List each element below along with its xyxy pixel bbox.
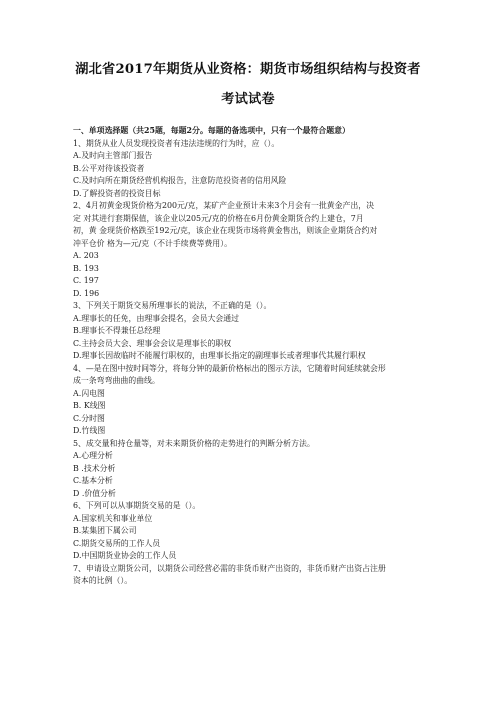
text-line: 2、4月初黄金现货价格为200元/克，某矿产企业预计未来3个月会有一批黄金产出，决 [73,201,375,210]
text-line: B.理事长不得兼任总经理 [73,326,161,335]
text-line: 定 对其进行套期保值，该企业以205元/克的价格在6月份黄金期货合约上建仓，7月 [73,213,364,223]
text-line: D.了解投资者的投资目标 [73,188,161,198]
text-line: D .价值分析 [73,488,116,498]
text-line: 4、—是在图中按时间等分，将每分钟的最新价格标出的图示方法，它随着时间延续就会形 [73,363,386,373]
text-line: 成一条弯弯曲曲的曲线。 [73,376,160,385]
text-line: D.中国期货业协会的工作人员 [73,551,177,560]
text-line: A.理事长的任免，由理事会提名，会员大会通过 [73,313,240,323]
document-subtitle: 考试试卷 [221,92,275,107]
text-line: C.主持会员大会、理事会会议是理事长的职权 [73,338,232,348]
text-line: B .技术分析 [73,463,116,473]
text-line: B.某集团下属公司 [73,526,137,535]
text-line: 7、申请设立期货公司，以期货公司经营必需的非货币财产出资的，非货币财产出资占注册 [73,563,386,573]
text-line: B. 193 [73,263,99,273]
text-line: C.分时图 [73,413,105,423]
text-line: 冲平仓价 格为—元/克（不计手续费等费用）。 [73,238,233,248]
text-line: C.期货交易所的工作人员 [73,538,161,548]
text-line: 初，黄 金现货价格跌至192元/克，该企业在现货市场将黄金售出，则该企业期货合约对 [73,226,378,235]
text-line: D.竹线图 [73,426,106,435]
text-line: A.心理分析 [73,451,113,460]
section-heading: 一、单项选择题（共25题，每题2分。每题的备选项中，只有一个最符合题意） [73,126,350,135]
text-line: 资本的比例（）。 [73,576,133,585]
text-line: 5、成交量和持仓量等，对未来期货价格的走势进行的判断分析方法。 [73,438,315,448]
text-line: C. 197 [73,276,99,285]
text-line: 6、下列可以从事期货交易的是（）。 [73,501,201,510]
text-line: A.闪电图 [73,388,105,398]
document-title: 湖北省2017年期货从业资格：期货市场组织结构与投资者 [75,62,421,77]
text-line: A.国家机关和事业单位 [73,513,153,523]
text-line: A. 203 [73,251,99,260]
text-line: B.公平对待该投资者 [73,163,145,173]
text-line: A.及时向主管部门报告 [73,151,153,160]
text-line: D.理事长因故临时不能履行职权的，由理事长指定的副理事长或者理事代其履行职权 [73,351,366,360]
text-line: C.及时向所在期货经营机构报告，注意防范投资者的信用风险 [73,176,287,185]
text-line: B. K线图 [73,401,106,410]
document-body [73,125,433,588]
text-line: 3、下列关于期货交易所理事长的说法，不正确的是（）。 [73,301,272,310]
text-line: D. 196 [73,288,100,298]
text-line: 1、期货从业人员发现投资者有违法违规的行为时，应（）。 [73,138,280,148]
text-line: C.基本分析 [73,476,113,485]
